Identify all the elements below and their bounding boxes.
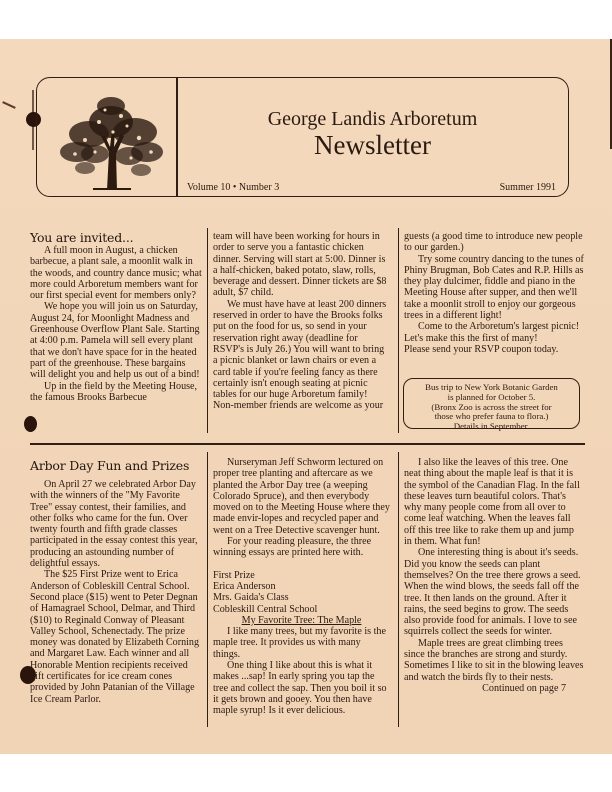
masthead xyxy=(36,77,569,197)
paragraph: Try some country dancing to the tunes of Phiny Brugman, Bob Cates and R.P. Hills as they play dulcimer, fiddle and piano in the Meeting House after supper, and then we'll take a moonlit stroll to enjoy our gorgeous trees in a different light! xyxy=(404,253,584,322)
article-heading: You are invited... xyxy=(30,230,134,245)
invited-column-2 xyxy=(213,231,390,412)
essay-class: Mrs. Gaida's Class xyxy=(213,592,289,604)
continued-link[interactable]: Continued on page 7 xyxy=(482,682,566,694)
paragraph: team will have been working for hours in order to serve you a fantastic chicken dinner. Serving will start at 5:00. Dinner is a half-chicken, baked potato, slaw, rolls, beverage and dessert. Dinner tickets are $8 adult, $7 child. xyxy=(213,231,387,299)
binder-hole xyxy=(24,416,37,432)
notice-line: is planned for October 5. xyxy=(447,391,536,402)
paragraph: Maple trees are great climbing trees since the branches are strong and sturdy. Sometimes I like to sit in the blowing leaves and watch the birds fly to their nests. xyxy=(404,637,584,683)
essay-school: Cobleskill Central School xyxy=(213,603,318,615)
bus-trip-notice xyxy=(403,378,580,432)
paragraph: Come to the Arboretum's largest picnic! Let's make this the first of many! xyxy=(404,321,580,344)
essay-prize: First Prize xyxy=(213,569,255,581)
paragraph: guests (a good time to introduce new people to our garden.) xyxy=(404,231,583,254)
volume-issue: Volume 10 • Number 3 xyxy=(187,182,280,193)
paragraph: One thing I like about this is what it makes ...sap! In early spring you tap the tree and collect the sap. Then you boil it so it gets brown and gooey. You then have maple syrup! Is it ever delicious. xyxy=(213,660,387,717)
section-divider xyxy=(30,443,585,445)
paragraph: We hope you will join us on Saturday, August 24, for Moonlight Madness and Greenhouse Overflow Plant Sale. Starting at 4:00 p.m. Pamela will sell every plant that we don't have space for in the heated part of the greenhouse. These bargains will delight you and help us out of a bind! xyxy=(30,301,200,381)
arbor-column-3 xyxy=(404,457,584,694)
column-rule xyxy=(398,452,399,727)
paragraph: A full moon in August, a chicken barbecue, a plant sale, a moonlit walk in the woods, and country dance music; what more could Arboretum members want for our first special event for members only? xyxy=(30,245,202,302)
arbor-column-2 xyxy=(213,457,390,717)
paragraph: Nurseryman Jeff Schworm lectured on proper tree planting and aftercare as we planted the Arbor Day tree (a weeping Colorado Spruce), and then everybody moved on to the Meeting House where they made envir-lopes and recycled paper and went on a Tree Detective scavenger hunt. xyxy=(213,457,390,536)
publication-title: Newsletter xyxy=(314,130,431,160)
paragraph: For your reading pleasure, the three winning essays are printed here with. xyxy=(213,536,372,559)
essay-title: My Favorite Tree: The Maple xyxy=(241,614,362,626)
notice-line: (Bronx Zoo is across the street for xyxy=(431,401,552,412)
paragraph: The $25 First Prize went to Erica Anderson of Cobleskill Central School. Second place ($15) went to Peter Degnan of Hamagrael School, Delmar, and Third ($10) to Reginald Conway of Pleasant Valley School, Schenectady. The prize money was donated by Elizabeth Corning and Margaret Law. Each winner and all Honorable Mention recipients received gift certificates for ice cream cones provided by John Patanian of the Village Ice Cream Parlor. xyxy=(30,569,200,705)
tree-icon xyxy=(55,92,167,192)
article-heading: Arbor Day Fun and Prizes xyxy=(30,458,190,473)
paragraph: One interesting thing is about it's seeds. Did you know the seeds can plant themselves? On the tree there grows a seed. When the wind blows, the seeds fall off the tree. It then lands on the ground. After it rains, the seed begins to grow. The seeds also provide food for animals. I love to see squirrels collect the seeds for winter. xyxy=(404,547,581,638)
invited-column-3 xyxy=(404,231,584,355)
invited-column-1 xyxy=(30,230,202,403)
paragraph: On April 27 we celebrated Arbor Day with the winners of the "My Favorite Tree" essay contest, their families, and other folks who came for the fun. Over twenty fourth and fifth grade classes participated in the essay contest this year, producing an astounding number of delightful essays. xyxy=(30,479,198,570)
paragraph: Up in the field by the Meeting House, the famous Brooks Barbecue xyxy=(30,380,198,403)
issue-season: Summer 1991 xyxy=(499,182,556,193)
notice-line: those who prefer fauna to flora.) xyxy=(434,411,549,422)
paragraph: I like many trees, but my favorite is the maple tree. It provides us with many things. xyxy=(213,626,386,660)
arbor-column-1 xyxy=(30,458,202,705)
paragraph: We must have have at least 200 dinners reserved in order to have the Brooks folks put on the food for us, so send in your reservation right away (deadline for RSVP's is July 26.) You will want to bring a picnic blanket or lawn chairs or even a card table if you're feeling fancy as there certainly isn't enough seating at picnic tables for our huge Arboretum family! Non-member friends are welcome as your xyxy=(213,298,387,412)
paragraph: Please send your RSVP coupon today. xyxy=(404,343,559,355)
notice-line: Bus trip to New York Botanic Garden xyxy=(425,382,558,392)
essay-author: Erica Anderson xyxy=(213,580,276,592)
column-rule xyxy=(207,228,208,433)
org-name: George Landis Arboretum xyxy=(267,108,478,130)
column-rule xyxy=(207,452,208,727)
column-rule xyxy=(398,228,399,433)
notice-line: Details in September. xyxy=(453,421,530,432)
paragraph: I also like the leaves of this tree. One neat thing about the maple leaf is that it is the symbol of the Canadian Flag. In the fall these leaves turn beautiful colors. That's why many people come from all over to come leaf watching. When the leaves fall off this tree like to rake them up and jump in them. What fun! xyxy=(404,457,580,548)
